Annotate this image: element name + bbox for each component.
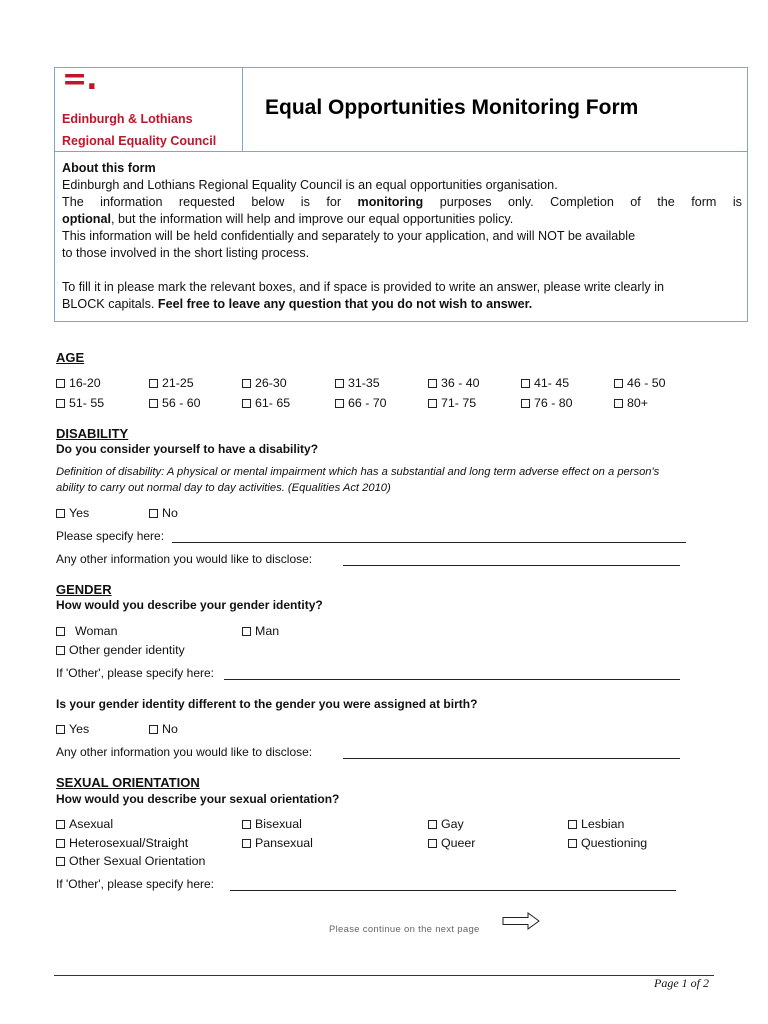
- age-option-checkbox[interactable]: 61- 65: [242, 396, 290, 410]
- checkbox-icon: [56, 839, 65, 848]
- gender-other-label: Any other information you would like to disclose:: [56, 745, 313, 759]
- arrow-right-icon: [502, 912, 540, 930]
- gender-heading: GENDER: [56, 582, 112, 597]
- form-header: [54, 62, 748, 152]
- gender-woman-checkbox[interactable]: Woman: [56, 624, 117, 638]
- gender-diff-no-checkbox[interactable]: No: [149, 722, 178, 736]
- gender-other-field[interactable]: [343, 758, 680, 759]
- org-name-line2: Regional Equality Council: [62, 134, 217, 148]
- checkbox-icon: [149, 399, 158, 408]
- age-option-checkbox[interactable]: 71- 75: [428, 396, 476, 410]
- checkbox-icon: [56, 820, 65, 829]
- age-option-checkbox[interactable]: 66 - 70: [335, 396, 387, 410]
- footer-divider: [54, 975, 714, 976]
- gender-question: How would you describe your gender identity?: [56, 598, 323, 612]
- checkbox-icon: [56, 627, 65, 636]
- checkbox-icon: [428, 839, 437, 848]
- checkbox-icon: [614, 379, 623, 388]
- disability-yes-checkbox[interactable]: Yes: [56, 506, 89, 520]
- age-option-checkbox[interactable]: 16-20: [56, 376, 101, 390]
- so-option-checkbox[interactable]: Bisexual: [242, 817, 302, 831]
- checkbox-icon: [335, 399, 344, 408]
- checkbox-icon: [335, 379, 344, 388]
- checkbox-icon: [56, 399, 65, 408]
- age-option-checkbox[interactable]: 31-35: [335, 376, 380, 390]
- checkbox-icon: [568, 839, 577, 848]
- about-line1: Edinburgh and Lothians Regional Equality Council is an equal opportunities organisation.: [62, 178, 558, 192]
- checkbox-icon: [56, 725, 65, 734]
- continue-text: Please continue on the next page: [329, 924, 480, 935]
- checkbox-icon: [428, 379, 437, 388]
- gender-man-checkbox[interactable]: Man: [242, 624, 279, 638]
- disability-question: Do you consider yourself to have a disability?: [56, 442, 319, 456]
- about-line4: This information will be held confidentially and separately to your application, and will NOT be available: [62, 229, 636, 243]
- logo-cell: [55, 62, 243, 152]
- about-line2: The information requested below is for monitoring purposes only. Completion of the form is: [62, 195, 742, 209]
- checkbox-icon: [614, 399, 623, 408]
- checkbox-icon: [56, 379, 65, 388]
- checkbox-icon: [568, 820, 577, 829]
- age-option-checkbox[interactable]: 46 - 50: [614, 376, 666, 390]
- gender-other-checkbox[interactable]: Other gender identity: [56, 643, 185, 657]
- age-option-checkbox[interactable]: 76 - 80: [521, 396, 573, 410]
- checkbox-icon: [56, 509, 65, 518]
- checkbox-icon: [428, 820, 437, 829]
- about-heading: About this form: [62, 161, 156, 175]
- logo-icon: =.: [62, 62, 97, 97]
- about-line7: BLOCK capitals. Feel free to leave any question that you do not wish to answer.: [62, 297, 533, 311]
- age-option-checkbox[interactable]: 56 - 60: [149, 396, 201, 410]
- checkbox-icon: [56, 646, 65, 655]
- checkbox-icon: [149, 725, 158, 734]
- so-option-checkbox[interactable]: Queer: [428, 836, 475, 850]
- disability-heading: DISABILITY: [56, 426, 129, 441]
- checkbox-icon: [521, 399, 530, 408]
- checkbox-icon: [242, 839, 251, 848]
- so-option-checkbox[interactable]: Questioning: [568, 836, 647, 850]
- checkbox-icon: [149, 509, 158, 518]
- gender-question2: Is your gender identity different to the gender you were assigned at birth?: [56, 697, 478, 711]
- org-name-line1: Edinburgh & Lothians: [62, 112, 193, 126]
- checkbox-icon: [242, 379, 251, 388]
- checkbox-icon: [149, 379, 158, 388]
- so-option-checkbox[interactable]: Asexual: [56, 817, 113, 831]
- age-option-checkbox[interactable]: 21-25: [149, 376, 194, 390]
- so-option-checkbox[interactable]: Pansexual: [242, 836, 313, 850]
- about-line6: To fill it in please mark the relevant boxes, and if space is provided to write an answer, please write clearly in: [62, 280, 664, 294]
- checkbox-icon: [242, 820, 251, 829]
- checkbox-icon: [56, 857, 65, 866]
- disability-specify-field[interactable]: [172, 542, 686, 543]
- disability-specify-label: Please specify here:: [56, 529, 165, 543]
- about-section: [54, 152, 748, 322]
- about-line5: to those involved in the short listing process.: [62, 246, 310, 260]
- so-option-checkbox[interactable]: Gay: [428, 817, 464, 831]
- checkbox-icon: [242, 399, 251, 408]
- disability-other-label: Any other information you would like to disclose:: [56, 552, 313, 566]
- disability-definition: Definition of disability: A physical or mental impairment which has a substantial and long term adverse effect on a person's ability to carry out normal day to day activities. (Equalities Act 2010): [56, 466, 660, 494]
- age-option-checkbox[interactable]: 36 - 40: [428, 376, 480, 390]
- sexual-orientation-heading: SEXUAL ORIENTATION: [56, 775, 200, 790]
- disability-no-checkbox[interactable]: No: [149, 506, 178, 520]
- so-option-checkbox[interactable]: Heterosexual/Straight: [56, 836, 188, 850]
- age-heading: AGE: [56, 350, 85, 365]
- checkbox-icon: [521, 379, 530, 388]
- checkbox-icon: [428, 399, 437, 408]
- age-option-checkbox[interactable]: 51- 55: [56, 396, 104, 410]
- so-specify-label: If 'Other', please specify here:: [56, 877, 214, 891]
- about-line3: optional, but the information will help and improve our equal opportunities policy.: [62, 212, 514, 226]
- age-option-checkbox[interactable]: 41- 45: [521, 376, 569, 390]
- so-option-checkbox[interactable]: Lesbian: [568, 817, 624, 831]
- gender-specify-field[interactable]: [224, 679, 680, 680]
- age-option-checkbox[interactable]: 26-30: [242, 376, 287, 390]
- so-specify-field[interactable]: [230, 890, 676, 891]
- so-other-checkbox[interactable]: Other Sexual Orientation: [56, 854, 205, 868]
- sexual-orientation-question: How would you describe your sexual orientation?: [56, 792, 340, 806]
- disability-other-field[interactable]: [343, 565, 680, 566]
- checkbox-icon: [242, 627, 251, 636]
- age-option-checkbox[interactable]: 80+: [614, 396, 648, 410]
- page-title: Equal Opportunities Monitoring Form: [265, 96, 639, 119]
- page-number: Page 1 of 2: [654, 976, 709, 990]
- gender-specify-label: If 'Other', please specify here:: [56, 666, 214, 680]
- gender-diff-yes-checkbox[interactable]: Yes: [56, 722, 89, 736]
